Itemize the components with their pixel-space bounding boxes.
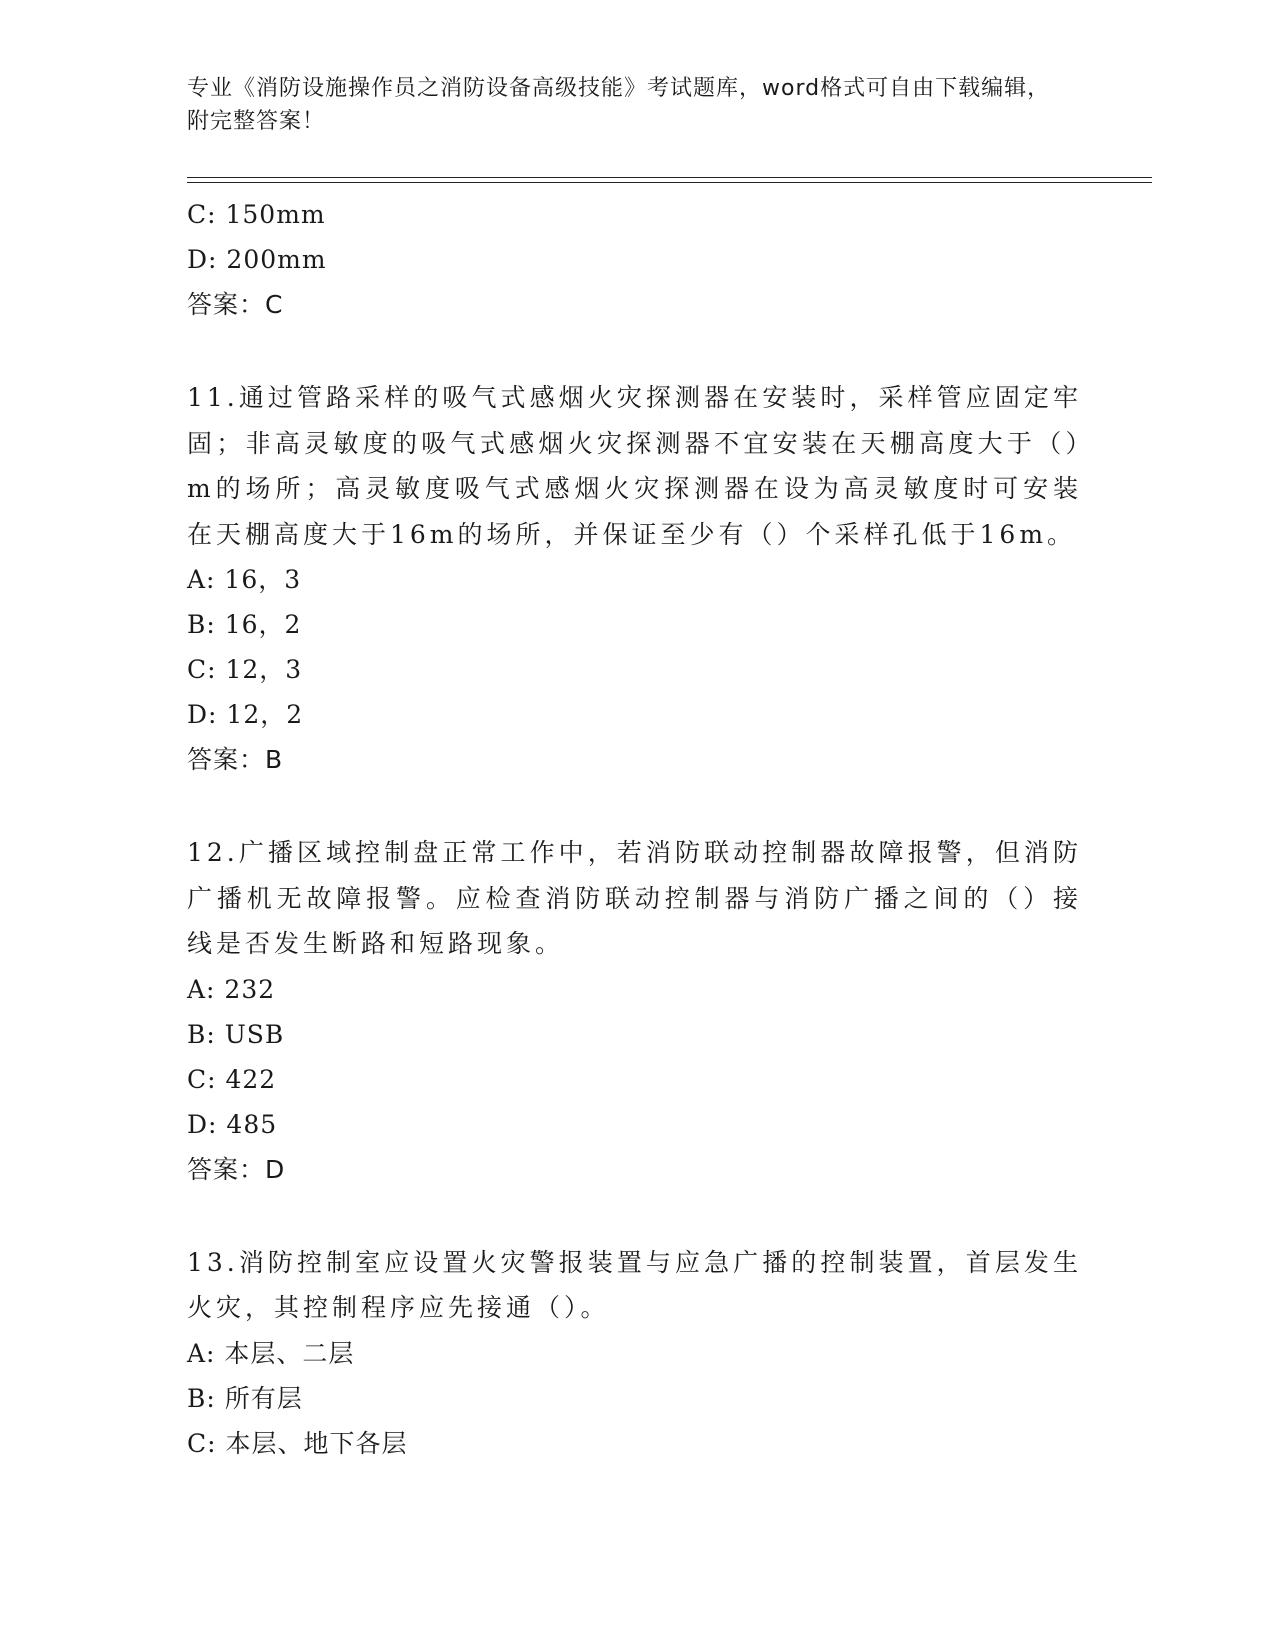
question-13 (187, 1240, 1087, 1466)
option-b: B: 16，2 (187, 610, 302, 639)
question-text: 13.消防控制室应设置火灾警报装置与应急广播的控制装置，首层发生火灾，其控制程序应先接通（）。 (187, 1247, 1082, 1322)
question-text: 11.通过管路采样的吸气式感烟火灾探测器在安装时，采样管应固定牢固；非高灵敏度的吸气式感烟火灾探测器不宜安装在天棚高度大于（）m的场所；高灵敏度吸气式感烟火灾探测器在设为高灵敏度时可安装在天棚高度大于16m的场所，并保证至少有（）个采样孔低于16m。 (187, 383, 1082, 549)
option-d: D: 200mm (187, 245, 327, 274)
option-c: C: 12，3 (187, 655, 303, 684)
option-c: C: 本层、地下各层 (187, 1428, 408, 1458)
header-divider-bottom (187, 182, 1152, 183)
question-list (187, 192, 1087, 1466)
option-a: A: 本层、二层 (187, 1338, 355, 1368)
answer-line: 答案：C (187, 290, 284, 319)
option-a: A: 16，3 (187, 565, 302, 594)
answer-line: 答案：D (187, 1154, 286, 1184)
answer-line: 答案：B (187, 745, 284, 774)
option-b: B: USB (187, 1019, 285, 1049)
prev-question-tail (187, 192, 1087, 327)
question-text: 12.广播区域控制盘正常工作中，若消防联动控制器故障报警，但消防广播机无故障报警。应检查消防联动控制器与消防广播之间的（）接线是否发生断路和短路现象。 (187, 838, 1082, 958)
option-a: A: 232 (187, 974, 276, 1004)
question-12 (187, 830, 1087, 1192)
option-c: C: 422 (187, 1064, 277, 1094)
option-b: B: 所有层 (187, 1383, 303, 1413)
question-11 (187, 375, 1087, 782)
option-d: D: 485 (187, 1109, 278, 1139)
header-divider-top (187, 177, 1152, 178)
option-d: D: 12，2 (187, 700, 304, 729)
option-c: C: 150mm (187, 200, 326, 229)
document-intro: 专业《消防设施操作员之消防设备高级技能》考试题库，word格式可自由下载编辑，附完整答案！ (187, 76, 1051, 134)
